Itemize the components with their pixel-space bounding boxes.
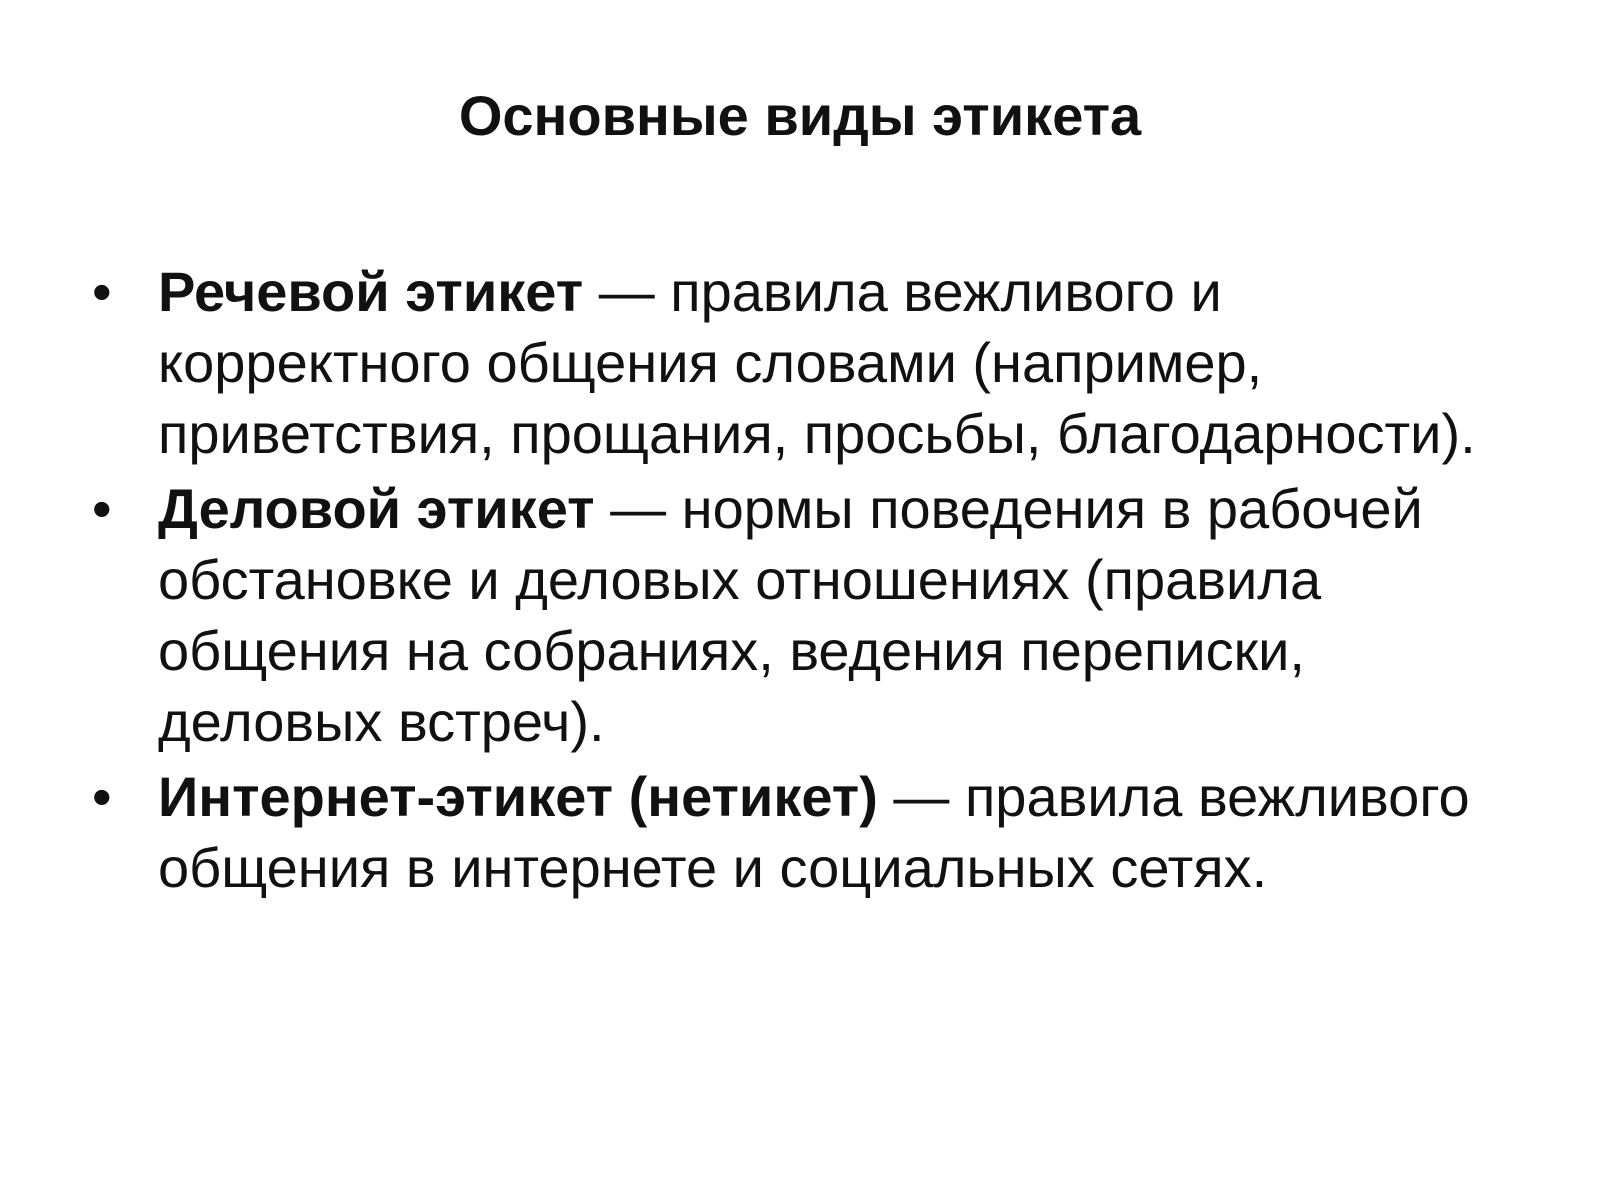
bullet-description: — правила вежливого общения в интернете и социальных сетях. bbox=[158, 765, 1470, 899]
bullet-icon: • bbox=[92, 477, 112, 540]
bullet-list bbox=[92, 256, 1532, 907]
bullet-term: Деловой этикет bbox=[158, 477, 595, 540]
bullet-description: — правила вежливого и корректного общения словами (например, приветствия, прощания, просьбы, благодарности). bbox=[158, 260, 1476, 465]
bullet-item-business-etiquette bbox=[92, 473, 1532, 757]
bullet-item-speech-etiquette bbox=[92, 256, 1532, 469]
bullet-term: Интернет-этикет (нетикет) bbox=[158, 765, 878, 828]
bullet-item-internet-etiquette bbox=[92, 761, 1532, 903]
bullet-term: Речевой этикет bbox=[158, 260, 584, 323]
bullet-icon: • bbox=[92, 765, 112, 828]
bullet-description: — нормы поведения в рабочей обстановке и деловых отношениях (правила общения на собраниях, ведения переписки, деловых встреч). bbox=[158, 477, 1423, 753]
bullet-icon: • bbox=[92, 260, 112, 323]
slide-title: Основные виды этикета bbox=[458, 84, 1142, 147]
